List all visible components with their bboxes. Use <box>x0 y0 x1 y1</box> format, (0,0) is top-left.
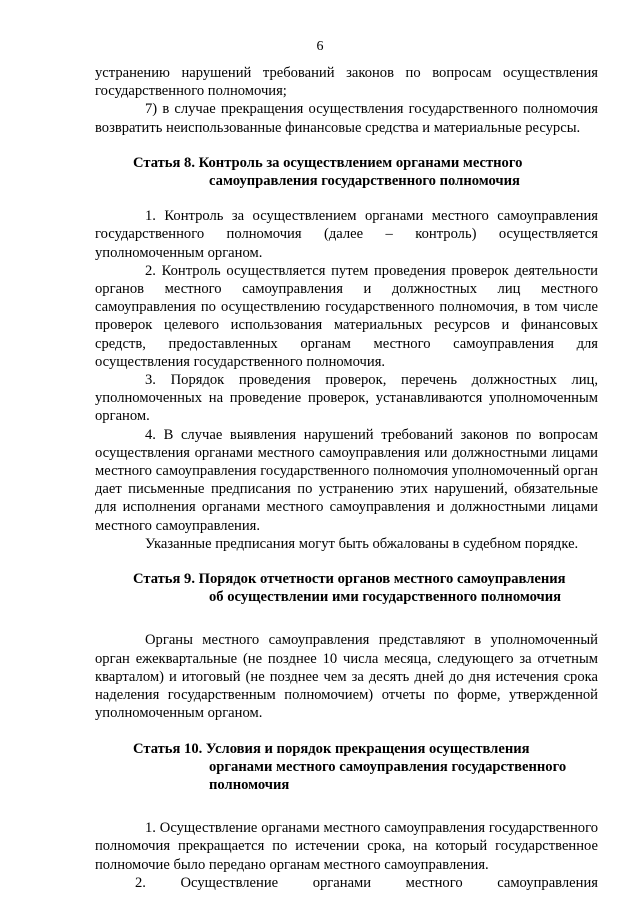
article-9-paragraph-1: Органы местного самоуправления представляют в уполномоченный орган ежеквартальные (не позднее 10 числа месяца, следующего за отчетным кварталом) и итоговый (не позднее чем за десять дней до дня истечения срока наделения государственным полномочием) отчеты по форме, утвержденной уполномоченным органом. <box>95 632 598 722</box>
intro-paragraph-1: устранению нарушений требований законов по вопросам осуществления государственного полномочия; <box>95 65 598 100</box>
intro-paragraph-2: 7) в случае прекращения осуществления государственного полномочия возвратить неиспользованные финансовые средства и материальные ресурсы. <box>95 101 598 136</box>
article-10-paragraph-1: 1. Осуществление органами местного самоуправления государственного полномочия прекращается по истечении срока, на который государственное полномочие было передано органам местного самоуправления. <box>95 820 598 873</box>
page-number: 6 <box>316 39 324 54</box>
document-body <box>95 64 598 892</box>
article-10-paragraph-2-word-2: органами <box>312 874 372 891</box>
article-10-paragraph-2 <box>95 874 598 892</box>
article-10-heading-line-3: полномочия <box>209 776 290 793</box>
article-8-paragraph-4: 4. В случае выявления нарушений требований законов по вопросам осуществления органами местного самоуправления или должностными лицами местного самоуправления государственного полномочия уполномоченный орган дает письменные предписания по устранению этих нарушений, обязательные для исполнения органами местного самоуправления и должностными лицами местного самоуправления. <box>95 426 598 534</box>
article-10-paragraph-2-word-3: местного <box>405 874 463 891</box>
article-10-heading-line-2: органами местного самоуправления государственного <box>209 758 567 775</box>
article-8-paragraph-1: 1. Контроль за осуществлением органами местного самоуправления государственного полномочия (далее – контроль) осуществляется уполномоченным органом. <box>95 208 598 261</box>
article-8-paragraph-2: 2. Контроль осуществляется путем проведения проверок деятельности органов местного самоуправления и должностных лиц местного самоуправления по осуществлению государственного полномочия, в том числе проверок целевого использования материальных ресурсов и финансовых средств, предоставленных органам местного самоуправления для осуществления государственного полномочия. <box>95 262 598 370</box>
article-9-heading-line-1: Статья 9. Порядок отчетности органов местного самоуправления <box>133 571 566 588</box>
article-10-paragraph-2-word-4: самоуправления <box>497 874 598 891</box>
article-9-heading-line-2: об осуществлении ими государственного полномочия <box>209 589 562 606</box>
article-9-heading <box>95 570 598 606</box>
article-8-paragraph-3: 3. Порядок проведения проверок, перечень должностных лиц, уполномоченных на проведение проверок, устанавливаются уполномоченным органом. <box>95 372 598 425</box>
article-8-heading <box>95 154 598 190</box>
article-8-heading-line-2: самоуправления государственного полномочия <box>209 173 520 190</box>
article-10-heading-line-1: Статья 10. Условия и порядок прекращения осуществления <box>133 740 530 757</box>
article-10-paragraph-2-word-1: Осуществление <box>180 874 279 891</box>
article-10-paragraph-2-number: 2. <box>135 874 146 891</box>
article-8-paragraph-5: Указанные предписания могут быть обжалованы в судебном порядке. <box>145 535 579 552</box>
article-10-heading <box>95 740 598 795</box>
article-8-heading-line-1: Статья 8. Контроль за осуществлением органами местного <box>133 154 523 171</box>
